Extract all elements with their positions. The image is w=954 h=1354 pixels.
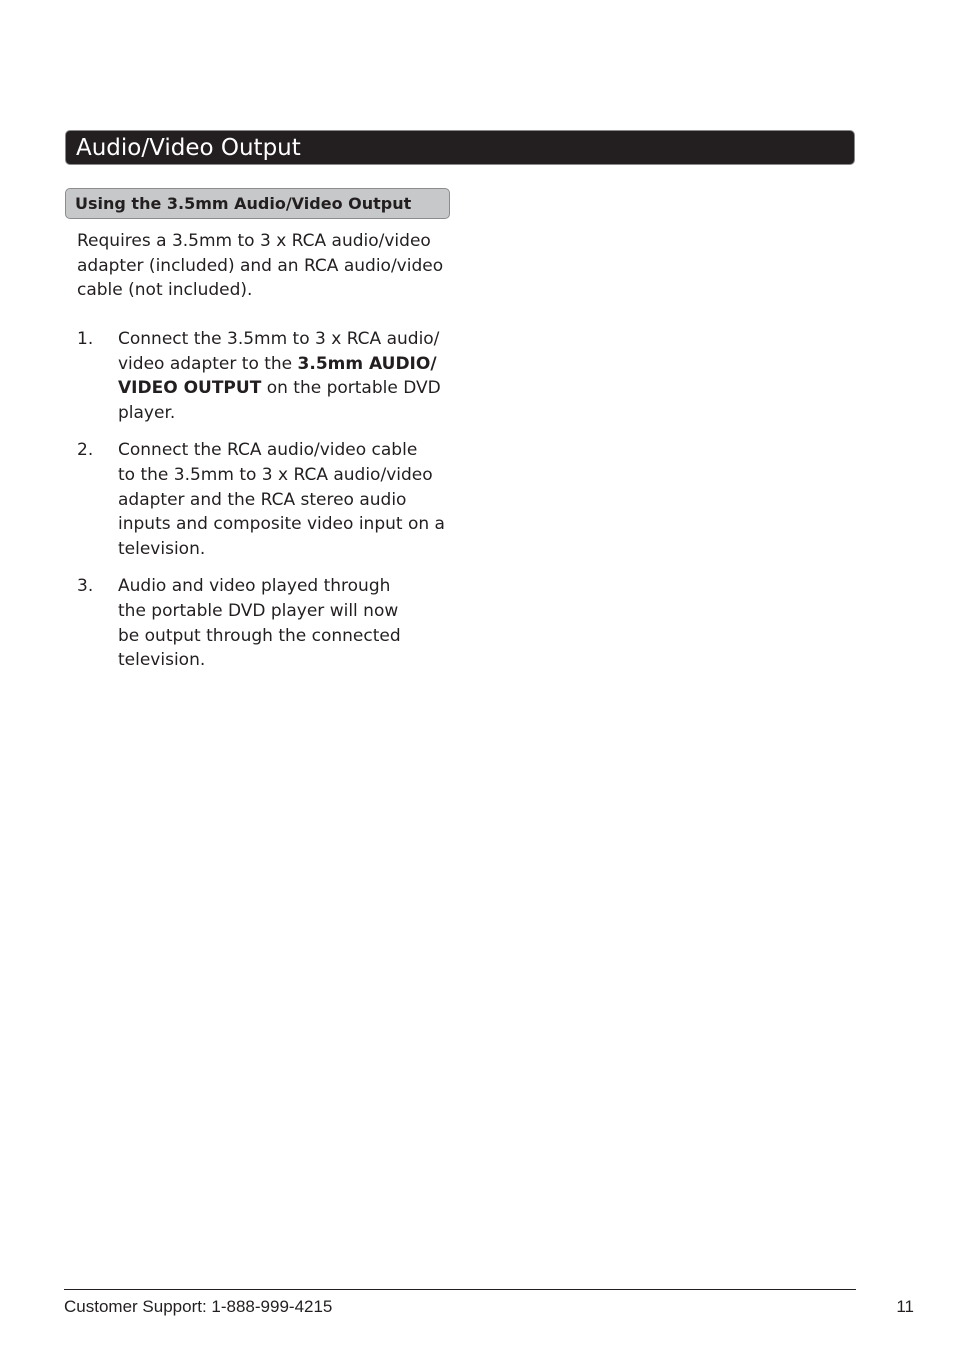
step-number: 1. [77, 329, 94, 349]
step-bold-text: VIDEO OUTPUT [118, 378, 262, 399]
step-line [118, 352, 457, 377]
step-line: be output through the connected [118, 625, 401, 646]
step-line: Connect the RCA audio/video cable [118, 440, 418, 461]
step-item [77, 574, 457, 672]
subsection-header-bar [65, 188, 450, 219]
page-number: 11 [896, 1297, 914, 1316]
step-line: television. [118, 538, 206, 559]
step-line: to the 3.5mm to 3 x RCA audio/video [118, 464, 433, 485]
step-line: television. [118, 650, 206, 671]
intro-line: cable (not included). [77, 280, 253, 301]
section-title: Audio/Video Output [76, 135, 301, 161]
step-text: on the portable DVD [261, 378, 441, 399]
intro-line: Requires a 3.5mm to 3 x RCA audio/video [77, 231, 431, 251]
intro-line: adapter (included) and an RCA audio/video [77, 255, 444, 276]
step-line [118, 376, 457, 401]
step-number: 2. [77, 440, 94, 461]
step-bold-text: 3.5mm AUDIO/ [297, 353, 437, 374]
step-line: player. [118, 402, 176, 423]
steps-list [77, 327, 457, 673]
step-line: Audio and video played through [118, 576, 391, 597]
step-line: adapter and the RCA stereo audio [118, 489, 407, 510]
step-line: Connect the 3.5mm to 3 x RCA audio/ [118, 329, 440, 349]
step-line: inputs and composite video input on a [118, 514, 445, 535]
subsection-title: Using the 3.5mm Audio/Video Output [75, 194, 412, 213]
intro-paragraph [77, 229, 457, 303]
step-text: video adapter to the [118, 353, 298, 374]
step-line: the portable DVD player will now [118, 600, 399, 621]
footer-divider [64, 1289, 856, 1290]
step-item [77, 327, 457, 425]
step-number: 3. [77, 576, 94, 597]
customer-support-text: Customer Support: 1-888-999-4215 [64, 1297, 333, 1316]
step-item [77, 438, 457, 561]
section-header-bar [65, 130, 855, 165]
